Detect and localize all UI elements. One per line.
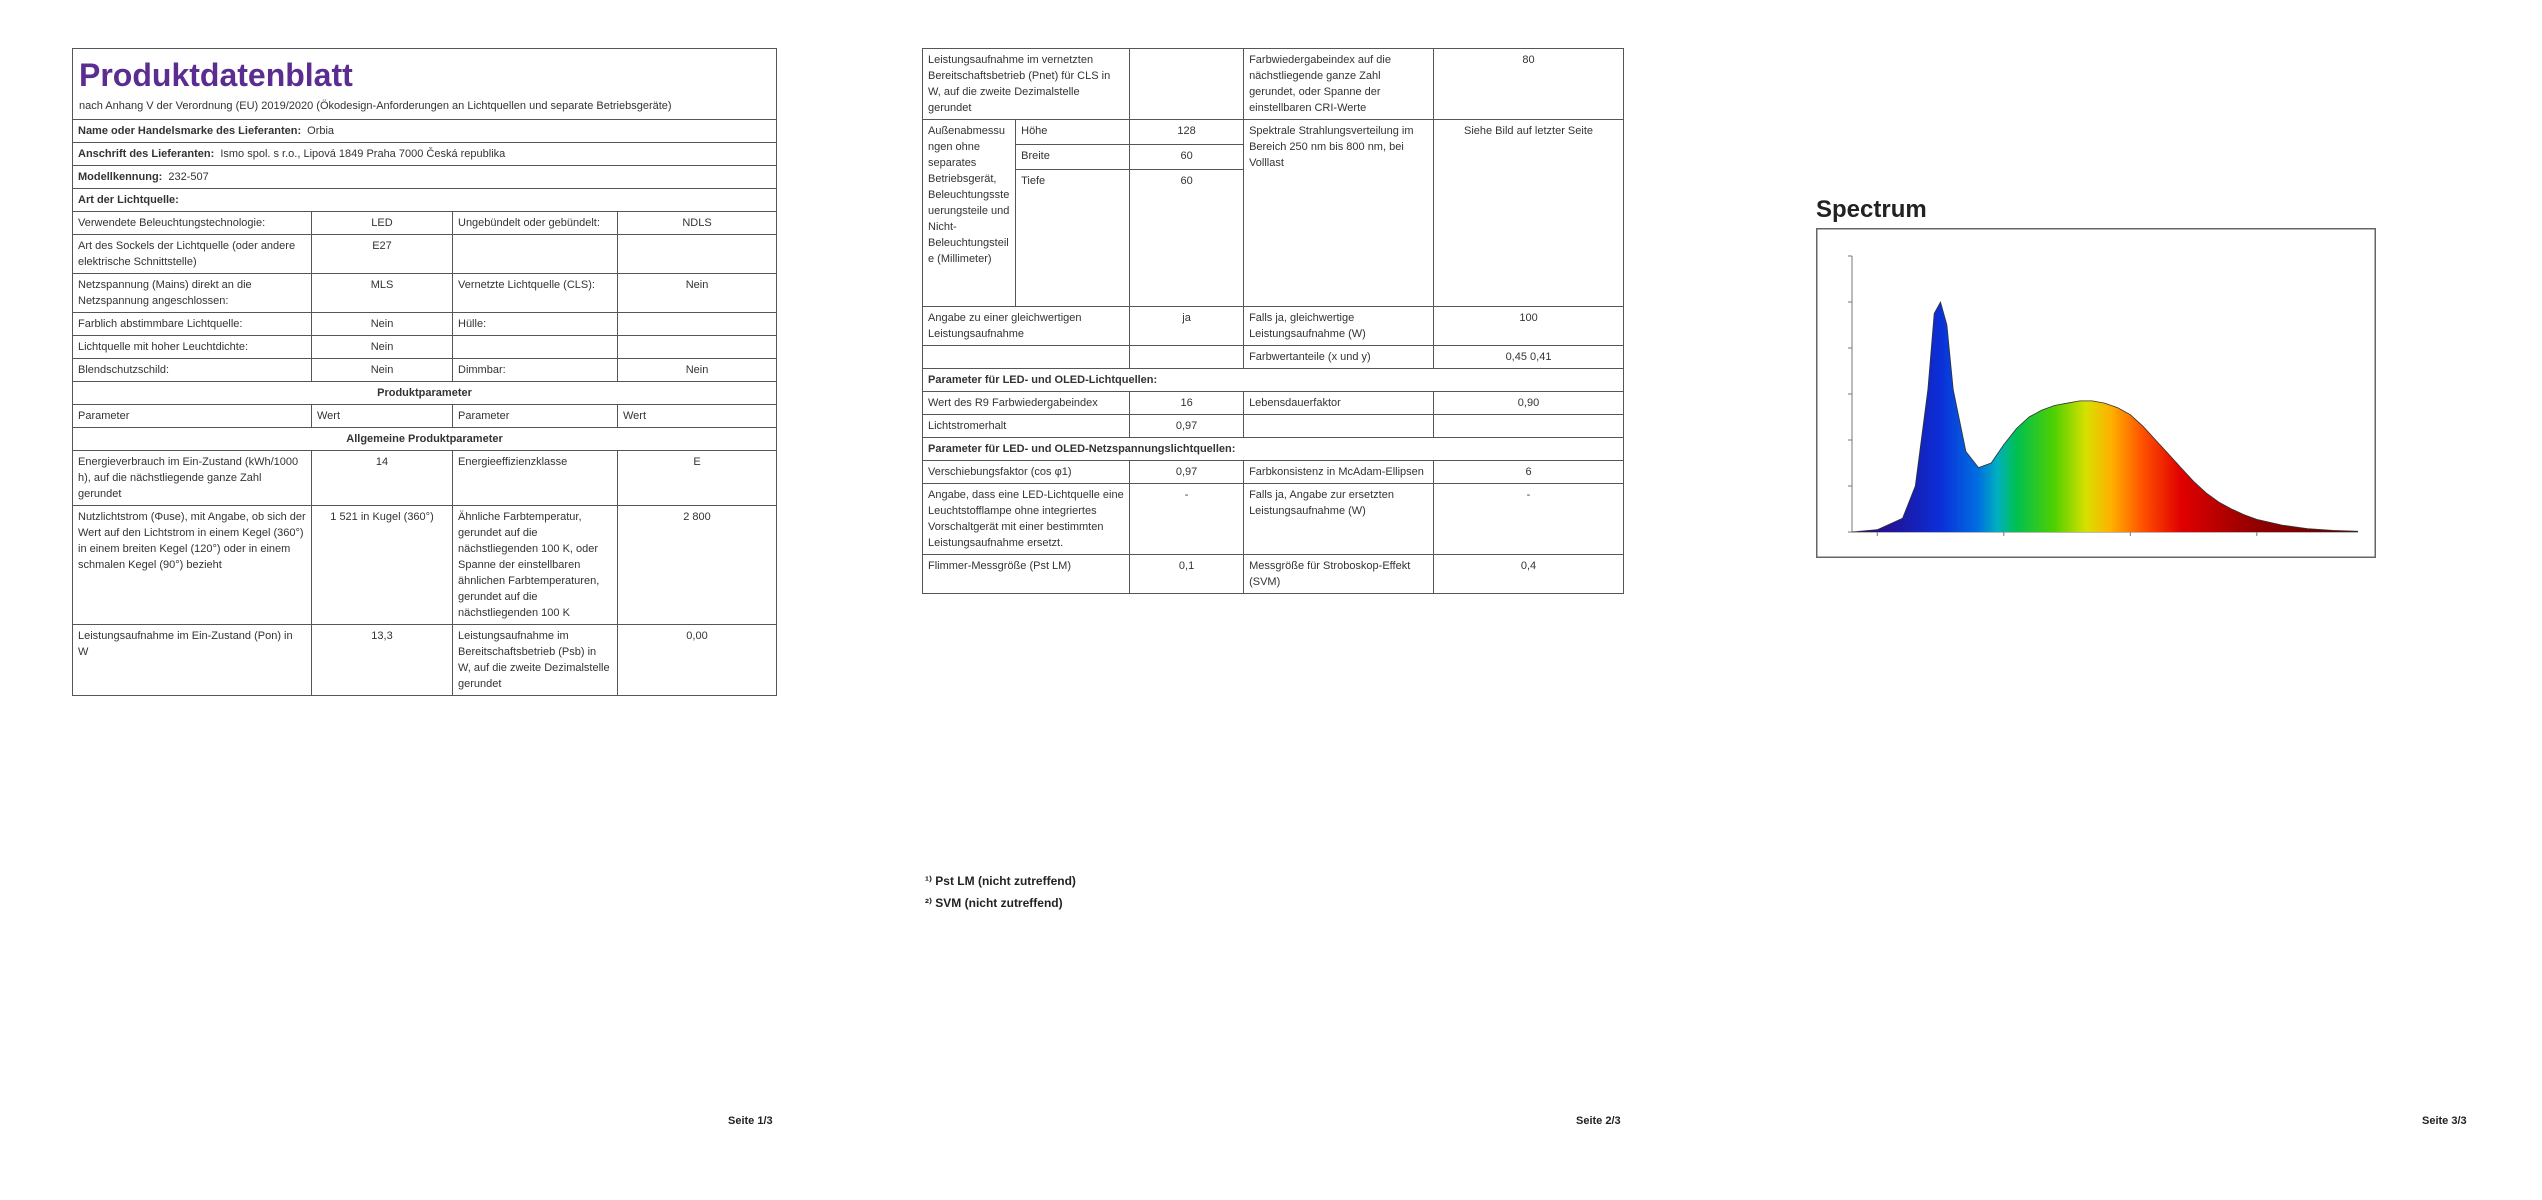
param-label: Lichtquelle mit hoher Leuchtdichte: <box>73 336 312 359</box>
param-value: 0,45 0,41 <box>1434 346 1624 369</box>
page-3 <box>1696 0 2542 1200</box>
param-label <box>923 346 1130 369</box>
supplier-name: Orbia <box>307 125 335 137</box>
table-row <box>73 451 777 506</box>
param-value <box>1130 346 1244 369</box>
general-params-header: Allgemeine Produktparameter <box>73 428 777 451</box>
param-value: Nein <box>618 274 777 313</box>
param-label: Falls ja, Angabe zur ersetzten Leistungsaufnahme (W) <box>1244 484 1434 555</box>
param-value: Nein <box>312 359 453 382</box>
param-value: 16 <box>1130 392 1244 415</box>
param-label: Ungebündelt oder gebündelt: <box>453 212 618 235</box>
dimension-name: Höhe <box>1016 120 1130 145</box>
param-label: Flimmer-Messgröße (Pst LM) <box>923 555 1130 594</box>
table-row <box>923 415 1624 438</box>
spectral-distribution-value: Siehe Bild auf letzter Seite <box>1434 120 1624 307</box>
page-2 <box>848 0 1696 1200</box>
table-row <box>73 212 777 235</box>
table-row <box>923 392 1624 415</box>
product-params-header: Produktparameter <box>73 382 777 405</box>
light-source-type-header: Art der Lichtquelle: <box>73 189 777 212</box>
dimension-name: Tiefe <box>1016 170 1130 307</box>
param-label: Verschiebungsfaktor (cos φ1) <box>923 461 1130 484</box>
param-label: Verwendete Beleuchtungstechnologie: <box>73 212 312 235</box>
document-subtitle: nach Anhang V der Verordnung (EU) 2019/2020 (Ökodesign-Anforderungen an Lichtquellen und separate Betriebsgeräte) <box>73 95 777 120</box>
table-row <box>73 274 777 313</box>
spectrum-title: Spectrum <box>1816 196 1927 223</box>
param-value: 0,90 <box>1434 392 1624 415</box>
param-value: LED <box>312 212 453 235</box>
col-header: Parameter <box>73 405 312 428</box>
dimension-value: 128 <box>1130 120 1244 145</box>
param-label: Leistungsaufnahme im vernetzten Bereitschaftsbetrieb (Pnet) für CLS in W, auf die zweite Dezimalstelle gerundet <box>923 49 1130 120</box>
table-row <box>73 625 777 696</box>
supplier-address: Ismo spol. s r.o., Lipová 1849 Praha 7000 Česká republika <box>220 148 506 160</box>
dimension-name: Breite <box>1016 145 1130 170</box>
spectral-distribution-label: Spektrale Strahlungsverteilung im Bereich 250 nm bis 800 nm, bei Volllast <box>1244 120 1434 307</box>
table-row <box>923 555 1624 594</box>
param-value: 80 <box>1434 49 1624 120</box>
param-label: Farblich abstimmbare Lichtquelle: <box>73 313 312 336</box>
table-row <box>923 49 1624 120</box>
param-label: Messgröße für Stroboskop-Effekt (SVM) <box>1244 555 1434 594</box>
param-value: ja <box>1130 307 1244 346</box>
dimension-value: 60 <box>1130 170 1244 307</box>
param-label: Angabe zu einer gleichwertigen Leistungsaufnahme <box>923 307 1130 346</box>
table-row <box>73 313 777 336</box>
param-value: 0,1 <box>1130 555 1244 594</box>
model-row <box>73 166 777 189</box>
param-value: - <box>1130 484 1244 555</box>
page-number: Seite 1/3 <box>728 1115 773 1127</box>
product-data-table <box>72 48 777 696</box>
param-label: Falls ja, gleichwertige Leistungsaufnahme (W) <box>1244 307 1434 346</box>
param-value: E27 <box>312 235 453 274</box>
table-row <box>73 336 777 359</box>
supplier-address-row <box>73 143 777 166</box>
param-value: 100 <box>1434 307 1624 346</box>
param-value: Nein <box>618 359 777 382</box>
table-row <box>923 484 1624 555</box>
param-label: Farbkonsistenz in McAdam-Ellipsen <box>1244 461 1434 484</box>
param-value <box>1434 415 1624 438</box>
table-row <box>923 346 1624 369</box>
param-label <box>1244 415 1434 438</box>
model-value: 232-507 <box>168 171 209 183</box>
param-value: MLS <box>312 274 453 313</box>
col-header: Parameter <box>453 405 618 428</box>
table-row <box>73 359 777 382</box>
param-label: Energieeffizienzklasse <box>453 451 618 506</box>
table-row <box>73 506 777 625</box>
table-row <box>73 235 777 274</box>
page-number: Seite 3/3 <box>2422 1115 2467 1127</box>
supplier-name-row <box>73 120 777 143</box>
param-value: 0,4 <box>1434 555 1624 594</box>
param-label: Vernetzte Lichtquelle (CLS): <box>453 274 618 313</box>
param-value: 1 521 in Kugel (360°) <box>312 506 453 625</box>
dimension-value: 60 <box>1130 145 1244 170</box>
param-label: Blendschutzschild: <box>73 359 312 382</box>
param-label: Leistungsaufnahme im Ein-Zustand (Pon) in W <box>73 625 312 696</box>
param-value: Nein <box>312 336 453 359</box>
param-value: 6 <box>1434 461 1624 484</box>
param-value <box>618 313 777 336</box>
param-value <box>618 336 777 359</box>
param-label: Wert des R9 Farbwiedergabeindex <box>923 392 1130 415</box>
footnote: ²⁾ SVM (nicht zutreffend) <box>925 896 1063 910</box>
model-label: Modellkennung: <box>78 171 163 183</box>
footnotes <box>925 870 1076 914</box>
param-label: Hülle: <box>453 313 618 336</box>
param-label <box>453 235 618 274</box>
param-label: Netzspannung (Mains) direkt an die Netzspannung angeschlossen: <box>73 274 312 313</box>
col-header: Wert <box>618 405 777 428</box>
page-1 <box>0 0 848 1200</box>
param-value: 0,97 <box>1130 461 1244 484</box>
supplier-address-label: Anschrift des Lieferanten: <box>78 148 215 160</box>
param-value: 2 800 <box>618 506 777 625</box>
col-header: Wert <box>312 405 453 428</box>
led-params-header: Parameter für LED- und OLED-Lichtquellen: <box>923 369 1624 392</box>
param-label: Dimmbar: <box>453 359 618 382</box>
mains-params-header: Parameter für LED- und OLED-Netzspannungslichtquellen: <box>923 438 1624 461</box>
param-label: Farbwiedergabeindex auf die nächstliegende ganze Zahl gerundet, oder Spanne der einstellbaren CRI-Werte <box>1244 49 1434 120</box>
param-label: Leistungsaufnahme im Bereitschaftsbetrieb (Psb) in W, auf die zweite Dezimalstelle gerundet <box>453 625 618 696</box>
param-value: 13,3 <box>312 625 453 696</box>
param-label <box>453 336 618 359</box>
param-value <box>1130 49 1244 120</box>
param-label: Art des Sockels der Lichtquelle (oder andere elektrische Schnittstelle) <box>73 235 312 274</box>
param-value: E <box>618 451 777 506</box>
footnote: ¹⁾ Pst LM (nicht zutreffend) <box>925 874 1076 888</box>
spectrum-chart <box>1816 228 2376 558</box>
param-value: 0,97 <box>1130 415 1244 438</box>
param-value: Nein <box>312 313 453 336</box>
param-label: Energieverbrauch im Ein-Zustand (kWh/1000 h), auf die nächstliegende ganze Zahl gerundet <box>73 451 312 506</box>
param-label: Nutzlichtstrom (Φuse), mit Angabe, ob sich der Wert auf den Lichtstrom in einem Kegel (360°) in einem breiten Kegel (120°) oder in einem schmalen Kegel (90°) bezieht <box>73 506 312 625</box>
document-title: Produktdatenblatt <box>73 49 777 96</box>
table-row <box>923 307 1624 346</box>
param-label: Lichtstromerhalt <box>923 415 1130 438</box>
page-number: Seite 2/3 <box>1576 1115 1621 1127</box>
product-data-table-continued <box>922 48 1624 594</box>
table-row <box>923 461 1624 484</box>
param-value: - <box>1434 484 1624 555</box>
param-label: Angabe, dass eine LED-Lichtquelle eine Leuchtstofflampe ohne integriertes Vorschaltgerät mit einer bestimmten Leistungsaufnahme ersetzt. <box>923 484 1130 555</box>
param-label: Farbwertanteile (x und y) <box>1244 346 1434 369</box>
param-value: 0,00 <box>618 625 777 696</box>
param-label: Lebensdauerfaktor <box>1244 392 1434 415</box>
param-label: Ähnliche Farbtemperatur, gerundet auf die nächstliegenden 100 K, oder Spanne der einstellbaren ähnlichen Farbtemperaturen, gerundet auf die nächstliegenden 100 K <box>453 506 618 625</box>
param-value <box>618 235 777 274</box>
supplier-name-label: Name oder Handelsmarke des Lieferanten: <box>78 125 302 137</box>
outer-dimensions-label: Außenabmessungen ohne separates Betriebsgerät, Beleuchtungssteuerungsteile und Nicht-Beleuchtungsteile (Millimeter) <box>923 120 1016 307</box>
param-value: NDLS <box>618 212 777 235</box>
param-value: 14 <box>312 451 453 506</box>
